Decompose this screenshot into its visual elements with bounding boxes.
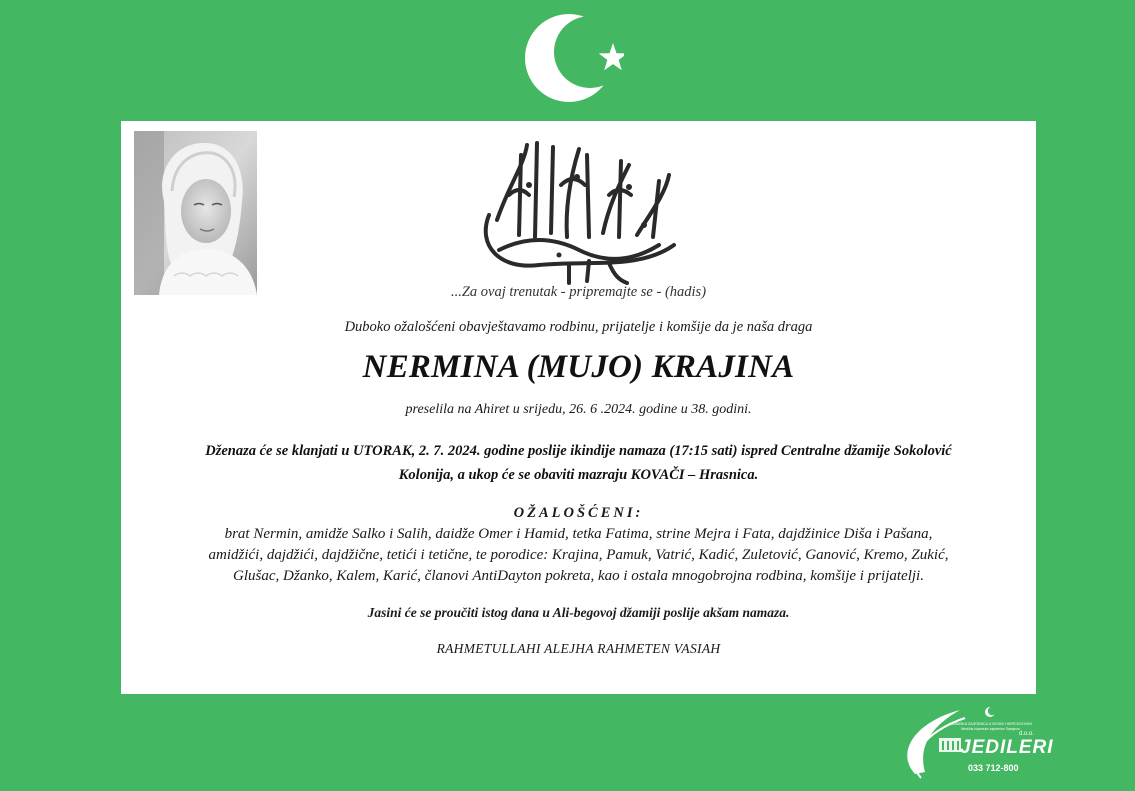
closing-prayer: RAHMETULLAHI ALEJHA RAHMETEN VASIAH: [436, 641, 721, 656]
logo-doo: d.o.o.: [1019, 731, 1035, 737]
logo-phone: 033 712-800: [968, 763, 1019, 773]
funeral-info-line: Dženaza će se klanjati u UTORAK, 2. 7. 2024. godine poslije ikindije namaza (17:15 sati) ispred Centralne džamije Sokolović: [205, 443, 952, 459]
intro-text: Duboko ožalošćeni obavještavamo rodbinu, prijatelje i komšije da je naša draga: [344, 319, 813, 335]
mourners-title: OŽALOŠĆENI:: [513, 505, 644, 521]
mourners-line: amidžići, dajdžići, dajdžične, tetići i tetične, te porodice: Krajina, Pamuk, Vatrić, Kadić, Zuletović, Ganović, Kremo, Zukić,: [208, 547, 949, 563]
jasini-text: Jasini će se proučiti istog dana u Ali-begovoj džamiji poslije akšam namaza.: [367, 605, 790, 620]
logo-title: JEDILERI: [960, 737, 1054, 758]
passing-date-text: preselila na Ahiret u srijedu, 26. 6 .2024. godine u 38. godini.: [405, 402, 752, 417]
portrait-photo: [134, 131, 257, 295]
funeral-info: [131, 439, 1026, 487]
logo-small-text: ISLAMSKA ZAJEDNICA U BOSNI I HERCEGOVINI Medžlis Islamske zajednice Sarajevo: [949, 722, 1032, 731]
funeral-info-line: Kolonija, a ukop će se obaviti mazraju KOVAČI – Hrasnica.: [398, 467, 759, 483]
mourners-line: brat Nermin, amidže Salko i Salih, daidže Omer i Hamid, tetka Fatima, strine Mejra i Fata, dajdžinice Diša i Pašana,: [224, 526, 933, 542]
hadis-quote: ...Za ovaj trenutak - pripremajte se - (hadis): [450, 284, 707, 300]
mourners-list: [141, 524, 1016, 587]
mourners-line: Glušac, Džanko, Kalem, Karić, članovi AntiDayton pokreta, kao i ostala mnogobrojna rodbina, komšije i prijatelji.: [233, 568, 924, 584]
arabic-calligraphy-icon: [469, 125, 689, 285]
crescent-star-icon: [524, 6, 624, 110]
deceased-name: NERMINA (MUJO) KRAJINA: [362, 349, 795, 385]
obituary-card: [121, 121, 1036, 694]
